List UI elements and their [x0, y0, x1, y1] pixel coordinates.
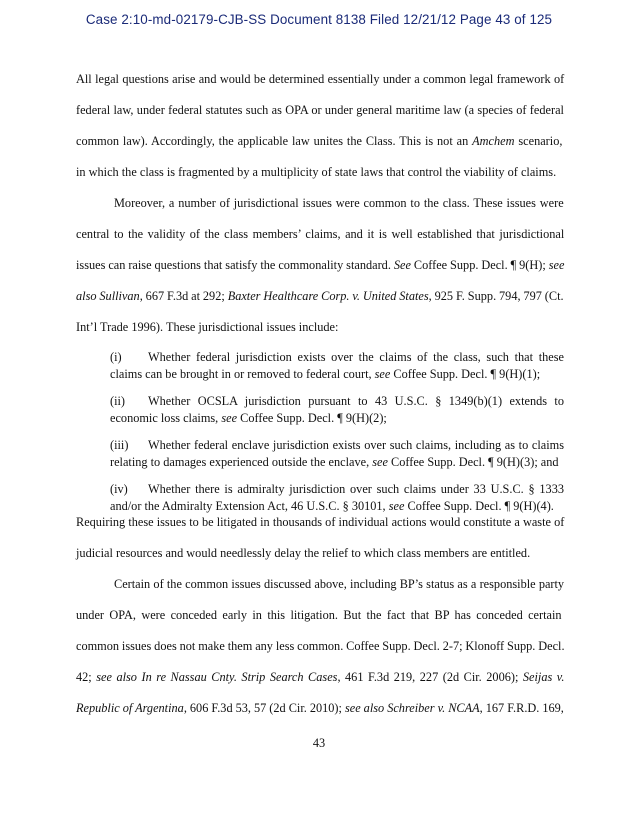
text-line: central to the validity of the class members’ claims, and it is well established that jurisdictional — [76, 227, 565, 241]
text-span: , 167 F.R.D. 169, — [479, 701, 564, 715]
text-span: , 667 F.3d at 292; — [139, 289, 228, 303]
signal-see: See — [393, 258, 411, 272]
case-header: Case 2:10-md-02179-CJB-SS Document 8138 Filed 12/21/12 Page 43 of 125 — [85, 12, 553, 27]
list-item — [110, 481, 564, 514]
text-line — [76, 133, 562, 149]
text-line — [76, 288, 564, 304]
text-line: in which the class is fragmented by a multiplicity of state laws that control the viability of claims. — [76, 165, 557, 179]
text-line: Certain of the common issues discussed above, including BP’s status as a responsible party — [114, 577, 565, 591]
signal-see: see — [374, 366, 391, 381]
signal-see: see — [372, 454, 388, 469]
text-line: judicial resources and would needlessly delay the relief to which class members are entitled. — [76, 546, 531, 560]
list-item — [110, 349, 564, 382]
text-line: Moreover, a number of jurisdictional issues were common to the class. These issues were — [114, 196, 564, 210]
case-name-nassau: see also In re Nassau Cnty. Strip Search Cases — [96, 670, 338, 684]
text-line: under OPA, were conceded early in this litigation. But the fact that BP has conceded certain — [76, 608, 562, 622]
list-text: Whether federal enclave jurisdiction exists over such claims, including as to claims relating to damages experienced outside the enclave, — [110, 438, 564, 469]
list-text: Whether OCSLA jurisdiction pursuant to 43 U.S.C. § 1349(b)(1) extends to economic loss claims, — [110, 394, 564, 425]
text-span: 42; — [76, 670, 97, 684]
text-span: Coffee Supp. Decl. ¶ 9(H); — [410, 258, 549, 272]
text-span: common law). Accordingly, the applicable law unites the Class. This is not an — [76, 134, 473, 148]
list-number: (ii) — [110, 394, 126, 408]
list-number: (i) — [110, 350, 122, 364]
text-line — [76, 257, 564, 273]
case-name-seijas: Seijas v. — [522, 670, 565, 684]
page-number: 43 — [312, 736, 326, 750]
signal-see: see — [388, 498, 405, 513]
text-line: Int’l Trade 1996). These jurisdictional issues include: — [76, 320, 339, 334]
text-line: common issues does not make them any less common. Coffee Supp. Decl. 2-7; Klonoff Supp. Decl. — [76, 639, 565, 653]
text-span: , 925 F. Supp. 794, 797 (Ct. — [428, 289, 564, 303]
list-text: Whether there is admiralty jurisdiction over such claims under 33 U.S.C. § 1333 and/or the Admiralty Extension Act, 46 U.S.C. § 30101, — [110, 482, 564, 513]
list-text: Coffee Supp. Decl. ¶ 9(H)(4). — [404, 498, 554, 513]
case-name-sullivan: also Sullivan — [76, 289, 140, 303]
text-line: All legal questions arise and would be determined essentially under a common legal framework of — [76, 72, 565, 86]
signal-see: see — [548, 258, 565, 272]
signal-see: see — [221, 410, 238, 425]
text-line: Requiring these issues to be litigated in thousands of individual actions would constitute a waste of — [76, 515, 565, 529]
list-number: (iv) — [110, 482, 128, 496]
text-span: issues can raise questions that satisfy the commonality standard. — [76, 258, 394, 272]
text-line: federal law, under federal statutes such as OPA or under general maritime law (a species of federal — [76, 103, 564, 117]
text-line — [76, 700, 564, 716]
text-span: , 606 F.3d 53, 57 (2d Cir. 2010); — [183, 701, 345, 715]
text-span: scenario, — [514, 134, 563, 148]
case-name-argentina: Republic of Argentina — [76, 701, 184, 715]
list-item — [110, 393, 564, 426]
text-line — [76, 669, 564, 685]
list-text: Coffee Supp. Decl. ¶ 9(H)(1); — [390, 366, 541, 381]
list-item — [110, 437, 564, 470]
list-text: Coffee Supp. Decl. ¶ 9(H)(2); — [237, 410, 387, 425]
case-name-amchem: Amchem — [472, 134, 515, 148]
list-text: Coffee Supp. Decl. ¶ 9(H)(3); and — [387, 454, 559, 469]
case-name-schreiber: see also Schreiber v. NCAA — [344, 701, 480, 715]
list-number: (iii) — [110, 438, 129, 452]
list-text: Whether federal jurisdiction exists over the claims of the class, such that these claims can be brought in or removed to federal court, — [110, 350, 564, 381]
case-name-baxter: Baxter Healthcare Corp. v. United States — [227, 289, 429, 303]
text-span: , 461 F.3d 219, 227 (2d Cir. 2006); — [337, 670, 523, 684]
